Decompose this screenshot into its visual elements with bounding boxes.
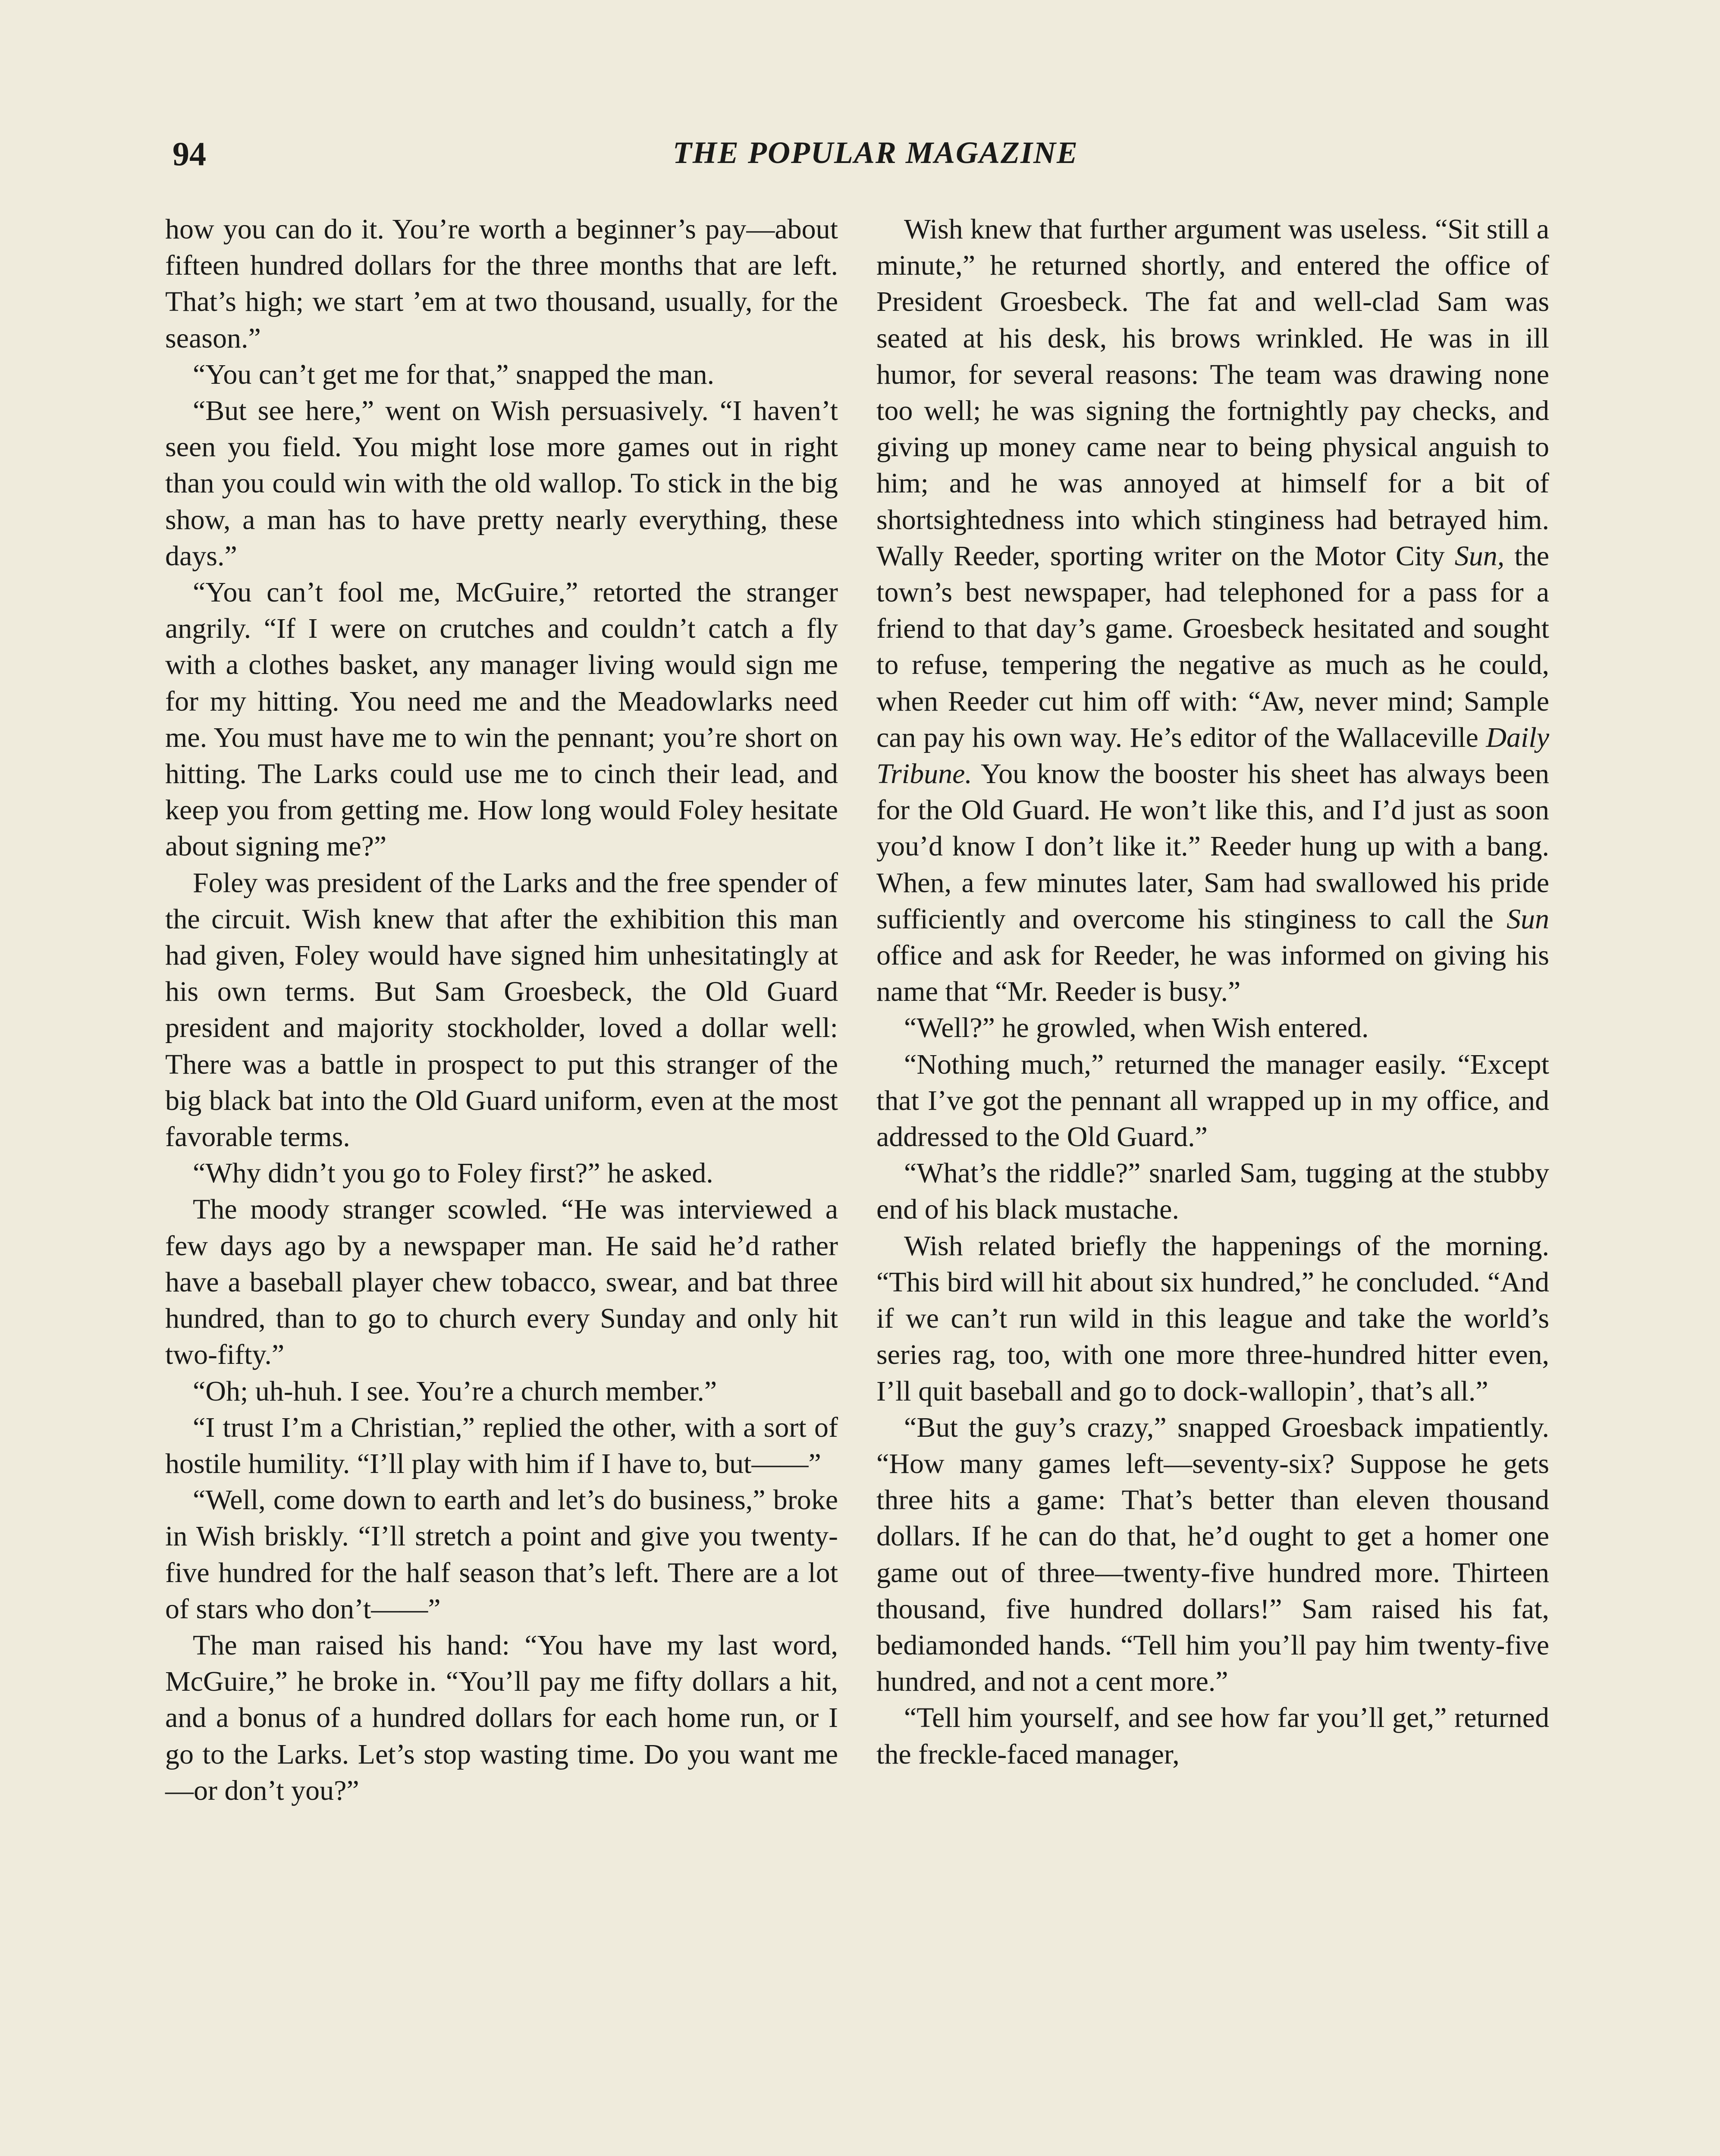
paragraph: how you can do it. You’re worth a beginner’s pay—about fifteen hundred dollars for the three months that are left. That’s high; we start ’em at two thousand, usually, for the season.” bbox=[165, 213, 838, 354]
paragraph-text: office and ask for Reeder, he was informed on giving his name that “Mr. Reeder is busy.” bbox=[876, 940, 1549, 1008]
paragraph: “But see here,” went on Wish persuasively. “I haven’t seen you field. You might lose more games out in right than you could win with the old wallop. To stick in the big show, a man has to have pretty nearly everything, these days.” bbox=[165, 395, 838, 572]
paragraph bbox=[876, 211, 1549, 1010]
paragraph: “You can’t get me for that,” snapped the man. bbox=[193, 358, 715, 390]
paragraph: “I trust I’m a Christian,” replied the other, with a sort of hostile humility. “I’ll play with him if I have to, but——” bbox=[165, 1411, 838, 1479]
paragraph-text: You know the booster his sheet has always been for the Old Guard. He won’t like this, and I’d just as soon you’d know I don’t like it.” Reeder hung up with a bang. When, a few minutes later, Sam had swallowed his pride sufficiently and overcome his stinginess to call the bbox=[876, 758, 1549, 935]
paragraph: Foley was president of the Larks and the free spender of the circuit. Wish knew that after the exhibition this man had given, Foley would have signed him unhesitatingly at his own terms. But Sam Groesbeck, the Old Guard president and majority stockholder, loved a dollar well: There was a battle in prospect to put this stranger of the big black bat into the Old Guard uniform, even at the most favorable terms. bbox=[165, 867, 838, 1153]
page-number: 94 bbox=[173, 135, 206, 172]
paragraph: Wish related briefly the happenings of the morning. “This bird will hit about six hundred,” he concluded. “And if we can’t run wild in this league and take the world’s series rag, too, with one more three-hundred hitter even, I’ll quit baseball and go to dock-wallopin’, that’s all.” bbox=[876, 1230, 1549, 1407]
newspaper-name: Sun bbox=[1507, 903, 1549, 935]
paragraph: “Why didn’t you go to Foley first?” he asked. bbox=[193, 1157, 713, 1189]
paragraph: “Well, come down to earth and let’s do business,” broke in Wish briskly. “I’ll stretch a point and give you twenty-five hundred for the half season that’s left. There are a lot of stars who don’t——” bbox=[165, 1484, 838, 1625]
paragraph: “What’s the riddle?” snarled Sam, tugging at the stubby end of his black mustache. bbox=[876, 1157, 1549, 1225]
paragraph: The moody stranger scowled. “He was interviewed a few days ago by a newspaper man. He said he’d rather have a baseball player chew tobacco, swear, and bat three hundred, than to go to church every Sunday and only hit two-fifty.” bbox=[165, 1194, 838, 1371]
paragraph: “Oh; uh-huh. I see. You’re a church member.” bbox=[193, 1375, 717, 1407]
paragraph: The man raised his hand: “You have my last word, McGuire,” he broke in. “You’ll pay me fifty dollars a hit, and a bonus of a hundred dollars for each home run, or I go to the Larks. Let’s stop wasting time. Do you want me—or don’t you?” bbox=[165, 1629, 838, 1806]
paragraph: “Tell him yourself, and see how far you’ll get,” returned the freckle-faced manager, bbox=[876, 1702, 1549, 1770]
newspaper-name: Sun, bbox=[1454, 540, 1505, 572]
paragraph: “But the guy’s crazy,” snapped Groesback impatiently. “How many games left—seventy-six? Suppose he gets three hits a game: That’s better than eleven thousand dollars. If he can do that, he’d ought to get a homer one game out of three—twenty-five hundred more. Thirteen thousand, five hundred dollars!” Sam raised his fat, bediamonded hands. “Tell him you’ll pay him twenty-five hundred, and not a cent more.” bbox=[876, 1411, 1549, 1698]
paragraph: “Well?” he growled, when Wish entered. bbox=[904, 1012, 1369, 1044]
paragraph-text: Wish knew that further argument was useless. “Sit still a minute,” he returned shortly, and entered the office of President Groesbeck. The fat and well-clad Sam was seated at his desk, his brows wrinkled. He was in ill humor, for several reasons: The team was drawing none too well; he was signing the fortnightly pay checks, and giving up money came near to being physical anguish to him; and he was annoyed at himself for a bit of shortsightedness into which stinginess had betrayed him. Wally Reeder, sporting writer on the Motor City bbox=[876, 213, 1549, 572]
paragraph-text: the town’s best newspaper, had telephoned for a pass for a friend to that day’s game. Groesbeck hesitated and sought to refuse, tempering the negative as much as he could, when Reeder cut him off with: “Aw, never mind; Sample can pay his own way. He’s editor of the Wallaceville bbox=[876, 540, 1549, 753]
left-column bbox=[165, 211, 838, 1809]
paragraph: “Nothing much,” returned the manager easily. “Except that I’ve got the pennant all wrapped up in my office, and addressed to the Old Guard.” bbox=[876, 1048, 1549, 1153]
paragraph: “You can’t fool me, McGuire,” retorted the stranger angrily. “If I were on crutches and couldn’t catch a fly with a clothes basket, any manager living would sign me for my hitting. You need me and the Meadowlarks need me. You must have me to win the pennant; you’re short on hitting. The Larks could use me to cinch their lead, and keep you from getting me. How long would Foley hesitate about signing me?” bbox=[165, 577, 838, 862]
running-title: THE POPULAR MAGAZINE bbox=[672, 135, 1079, 170]
right-column bbox=[876, 211, 1549, 1773]
newspaper-name: Daily Tribune. bbox=[876, 721, 1549, 790]
